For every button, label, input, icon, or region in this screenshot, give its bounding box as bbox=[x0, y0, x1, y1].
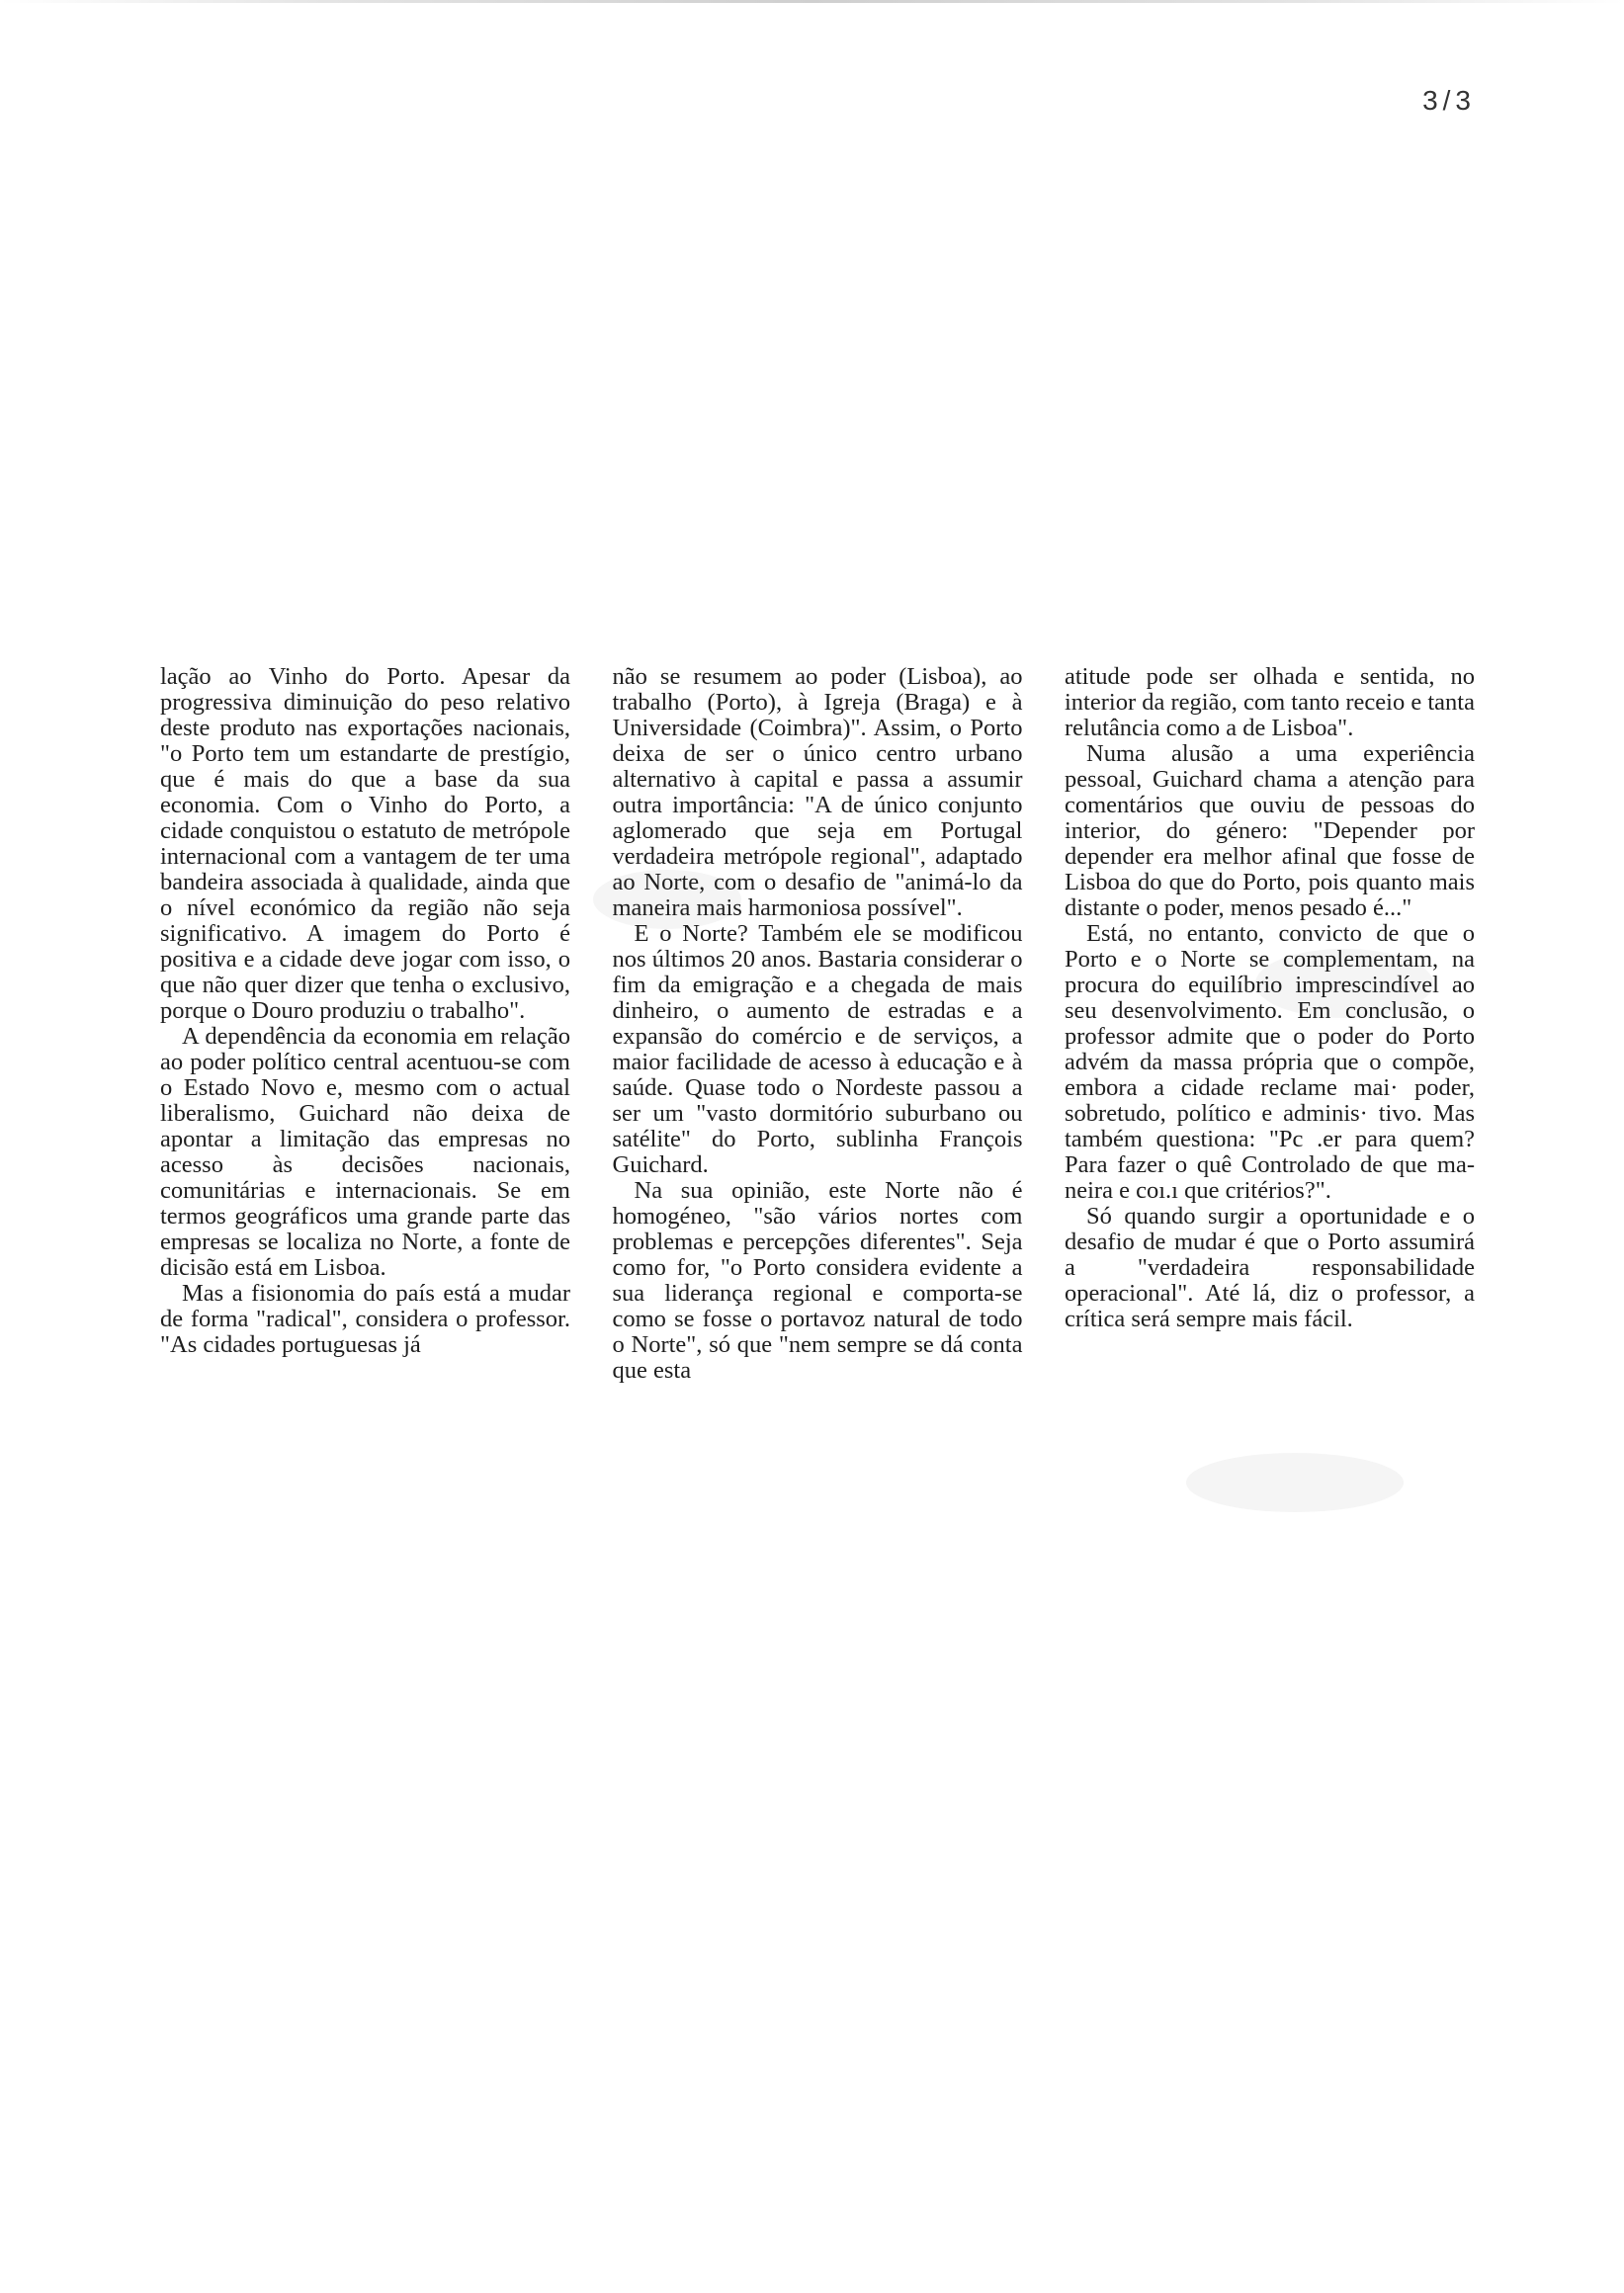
scan-top-edge bbox=[0, 0, 1624, 3]
article-paragraph: atitude pode ser olhada e sentida, no interior da região, com tanto receio e tanta relutância como a de Lisboa". bbox=[1065, 663, 1475, 741]
article-body bbox=[160, 664, 1475, 1384]
article-paragraph: Na sua opinião, este Norte não é homogéneo, "são vários nortes com problemas e percepções diferentes". Seja como for, "o Porto considera evidente a sua liderança regional e comporta-se como se fosse o portavoz natural de todo o Norte", só que "nem sempre se dá conta que esta bbox=[612, 1177, 1023, 1384]
page-number: 3/3 bbox=[1422, 85, 1476, 116]
article-paragraph: lação ao Vinho do Porto. Apesar da progressiva diminuição do peso relativo deste produto nas exportações nacionais, "o Porto tem um estandarte de prestígio, que é mais do que a base da sua economia. Com o Vinho do Porto, a cidade conquistou o estatuto de metrópole internacional com a vantagem de ter uma bandeira associada à qualidade, ainda que o nível económico da região não seja significativo. A imagem do Porto é positiva e a cidade deve jogar com isso, o que não quer dizer que tenha o exclusivo, porque o Douro produziu o trabalho". bbox=[160, 663, 570, 1024]
article-paragraph: E o Norte? Também ele se modificou nos últimos 20 anos. Bastaria considerar o fim da emigração e a chegada de mais dinheiro, o aumento de estradas e a expansão do comércio e de serviços, a maior facilidade de acesso à educação e à saúde. Quase todo o Nordeste passou a ser um "vasto dormitório suburbano ou satélite" do Porto, sublinha François Guichard. bbox=[612, 920, 1023, 1178]
article-paragraph: Numa alusão a uma experiência pessoal, Guichard chama a atenção para comentários que ouviu de pessoas do interior, do género: "Depender por depender era melhor afinal que fosse de Lisboa do que do Porto, pois quanto mais distante o poder, menos pesado é..." bbox=[1065, 740, 1475, 921]
article-column-3 bbox=[1065, 664, 1475, 1384]
scan-smudge bbox=[1186, 1453, 1404, 1512]
article-paragraph: A dependência da economia em relação ao poder político central acentuou-se com o Estado Novo e, mesmo com o actual liberalismo, Guichard não deixa de apontar a limitação das empresas no acesso às decisões nacionais, comunitárias e internacionais. Se em termos geográficos uma grande parte das empresas se localiza no Norte, a fonte de dicisão está em Lisboa. bbox=[160, 1023, 570, 1281]
article-column-1 bbox=[160, 664, 570, 1384]
article-paragraph: Só quando surgir a oportunidade e o desafio de mudar é que o Porto assumirá a "verdadeira responsabilidade operacional". Até lá, diz o professor, a crítica será sempre mais fácil. bbox=[1065, 1203, 1475, 1332]
article-paragraph: Mas a fisionomia do país está a mudar de forma "radical", considera o professor. "As cidades portuguesas já bbox=[160, 1280, 570, 1358]
article-paragraph: não se resumem ao poder (Lisboa), ao trabalho (Porto), à Igreja (Braga) e à Universidade (Coimbra)". Assim, o Porto deixa de ser o único centro urbano alternativo à capital e passa a assumir outra importância: "A de único conjunto aglomerado que seja em Portugal verdadeira metrópole regional", adaptado ao Norte, com o desafio de "animá-lo da maneira mais harmoniosa possível". bbox=[612, 663, 1023, 921]
article-column-2 bbox=[613, 664, 1023, 1384]
article-paragraph: Está, no entanto, convicto de que o Porto e o Norte se complementam, na procura do equilíbrio imprescindível ao seu desenvolvimento. Em conclusão, o professor admite que o poder do Porto advém da massa própria que o compõe, embora a cidade reclame mai· poder, sobretudo, político e adminis· tivo. Mas também questiona: "Pc .er para quem? Para fazer o quê Controlado de que maneira e coı.ı que critérios?". bbox=[1065, 920, 1475, 1204]
